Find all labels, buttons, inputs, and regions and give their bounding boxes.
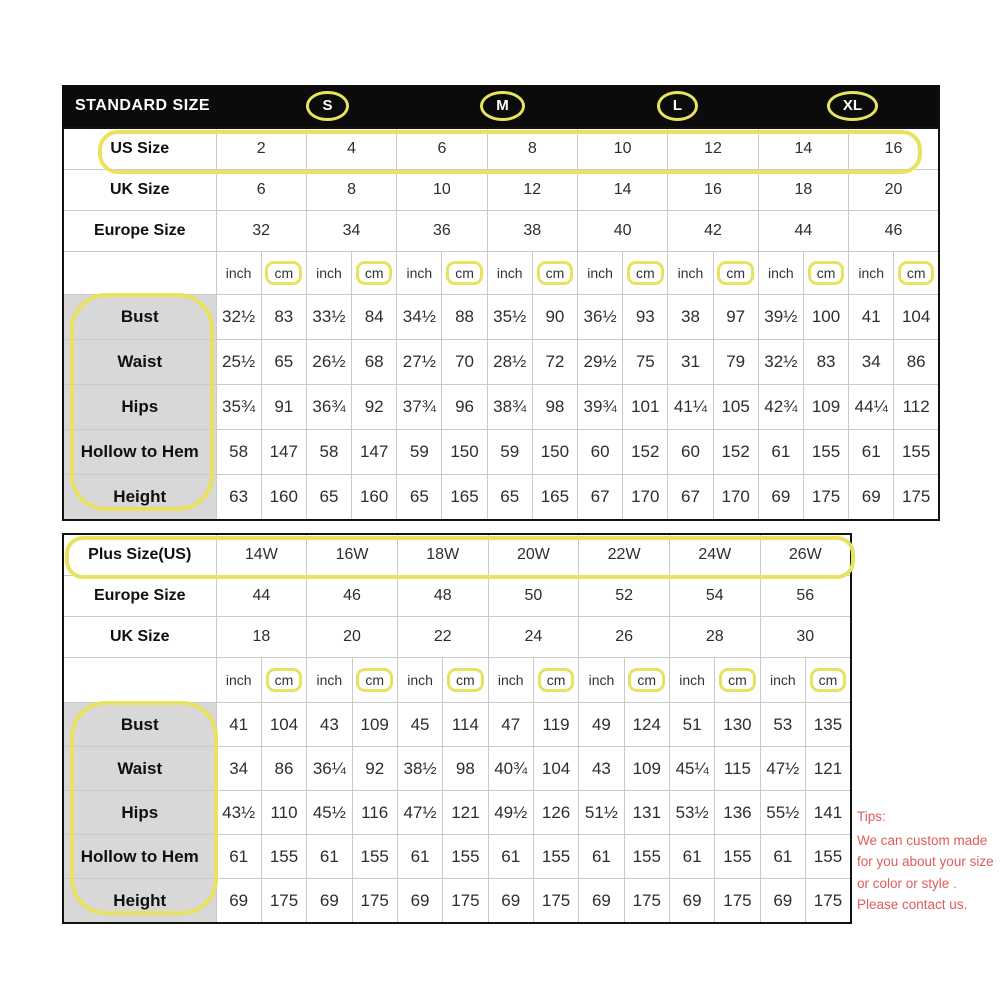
measurement-value-cell: 165 (442, 475, 487, 521)
unit-cell: inch (758, 252, 803, 295)
measurement-value-cell: 93 (623, 295, 668, 340)
measurement-value-cell: 67 (578, 475, 623, 521)
measurement-value-cell: 51½ (579, 791, 624, 835)
measurement-value-cell: 61 (758, 430, 803, 475)
measurement-value-cell: 70 (442, 340, 487, 385)
measurement-value-cell: 45 (397, 703, 442, 747)
size-value-cell: 8 (306, 170, 396, 211)
unit-cell (352, 252, 397, 295)
size-badge: XL (827, 91, 878, 121)
size-value-cell: 14 (758, 128, 848, 170)
measurement-row (63, 385, 939, 430)
measurement-value-cell: 96 (442, 385, 487, 430)
size-value-cell: 46 (307, 576, 398, 617)
measurement-value-cell: 47½ (760, 747, 805, 791)
unit-cell: inch (397, 658, 442, 703)
row-label: Hips (63, 791, 216, 835)
standard-size-section (62, 85, 940, 521)
measurement-value-cell: 61 (760, 835, 805, 879)
size-group (240, 85, 415, 127)
size-value-cell: 40 (578, 211, 668, 252)
size-value-cell: 22 (397, 617, 488, 658)
unit-cell: inch (216, 658, 261, 703)
unit-cell: inch (488, 658, 533, 703)
cm-highlight: cm (810, 668, 847, 692)
measurement-value-cell: 28½ (487, 340, 532, 385)
measurement-value-cell: 155 (624, 835, 669, 879)
measurement-value-cell: 61 (669, 835, 714, 879)
measurement-value-cell: 165 (532, 475, 577, 521)
measurement-value-cell: 60 (578, 430, 623, 475)
size-value-cell: 10 (578, 128, 668, 170)
measurement-row (63, 340, 939, 385)
size-value-cell: 26W (760, 534, 851, 576)
measurement-value-cell: 160 (352, 475, 397, 521)
measurement-value-cell: 65 (487, 475, 532, 521)
measurement-value-cell: 69 (397, 879, 442, 924)
row-label: Height (63, 475, 216, 521)
size-value-cell: 16 (668, 170, 758, 211)
measurement-value-cell: 175 (261, 879, 306, 924)
plus-size-table (62, 533, 852, 924)
cm-highlight: cm (717, 261, 754, 285)
size-value-cell: 44 (758, 211, 848, 252)
measurement-value-cell: 119 (533, 703, 578, 747)
cm-highlight: cm (808, 261, 845, 285)
measurement-value-cell: 124 (624, 703, 669, 747)
measurement-value-cell: 41¼ (668, 385, 713, 430)
size-value-cell: 48 (397, 576, 488, 617)
unit-cell: inch (306, 252, 351, 295)
size-conversion-row (63, 128, 939, 170)
measurement-value-cell: 47 (488, 703, 533, 747)
size-value-cell: 4 (306, 128, 396, 170)
unit-cell (624, 658, 669, 703)
measurement-value-cell: 35½ (487, 295, 532, 340)
size-conversion-row (63, 534, 851, 576)
size-value-cell: 16W (307, 534, 398, 576)
size-value-cell: 10 (397, 170, 487, 211)
measurement-value-cell: 63 (216, 475, 261, 521)
row-label: Bust (63, 295, 216, 340)
measurement-value-cell: 104 (533, 747, 578, 791)
measurement-value-cell: 155 (803, 430, 848, 475)
size-value-cell: 24 (488, 617, 579, 658)
measurement-value-cell: 39½ (758, 295, 803, 340)
measurement-value-cell: 53½ (669, 791, 714, 835)
size-value-cell: 8 (487, 128, 577, 170)
unit-cell: inch (760, 658, 805, 703)
cm-highlight: cm (898, 261, 935, 285)
size-value-cell: 44 (216, 576, 307, 617)
measurement-value-cell: 114 (443, 703, 488, 747)
measurement-value-cell: 83 (261, 295, 306, 340)
unit-cell (261, 658, 306, 703)
row-label: UK Size (63, 617, 216, 658)
measurement-value-cell: 155 (715, 835, 760, 879)
size-value-cell: 18 (216, 617, 307, 658)
unit-cell: inch (849, 252, 894, 295)
measurement-value-cell: 49 (579, 703, 624, 747)
measurement-value-cell: 25½ (216, 340, 261, 385)
measurement-row (63, 295, 939, 340)
unit-cell (442, 252, 487, 295)
unit-header-row (63, 658, 851, 703)
size-conversion-row (63, 211, 939, 252)
measurement-value-cell: 170 (713, 475, 758, 521)
size-value-cell: 46 (849, 211, 939, 252)
measurement-value-cell: 175 (805, 879, 851, 924)
measurement-value-cell: 61 (307, 835, 352, 879)
unit-cell (894, 252, 939, 295)
unit-cell: inch (487, 252, 532, 295)
unit-cell (532, 252, 577, 295)
measurement-value-cell: 69 (760, 879, 805, 924)
row-label: Hollow to Hem (63, 430, 216, 475)
measurement-value-cell: 69 (216, 879, 261, 924)
unit-cell (352, 658, 397, 703)
size-value-cell: 50 (488, 576, 579, 617)
tips-note (857, 806, 999, 916)
measurement-value-cell: 27½ (397, 340, 442, 385)
measurement-value-cell: 86 (261, 747, 306, 791)
size-value-cell: 36 (397, 211, 487, 252)
measurement-value-cell: 61 (488, 835, 533, 879)
measurement-value-cell: 38½ (397, 747, 442, 791)
measurement-value-cell: 88 (442, 295, 487, 340)
measurement-value-cell: 67 (668, 475, 713, 521)
measurement-value-cell: 135 (805, 703, 851, 747)
measurement-value-cell: 39¾ (578, 385, 623, 430)
measurement-value-cell: 110 (261, 791, 306, 835)
unit-cell: inch (216, 252, 261, 295)
unit-cell (803, 252, 848, 295)
unit-cell (715, 658, 760, 703)
size-value-cell: 6 (216, 170, 306, 211)
measurement-value-cell: 31 (668, 340, 713, 385)
measurement-value-cell: 109 (352, 703, 397, 747)
measurement-value-cell: 69 (849, 475, 894, 521)
measurement-value-cell: 155 (261, 835, 306, 879)
measurement-value-cell: 49½ (488, 791, 533, 835)
measurement-value-cell: 147 (261, 430, 306, 475)
measurement-value-cell: 44¼ (849, 385, 894, 430)
measurement-value-cell: 59 (487, 430, 532, 475)
unit-header-row (63, 252, 939, 295)
measurement-value-cell: 34 (216, 747, 261, 791)
measurement-value-cell: 53 (760, 703, 805, 747)
size-badge: M (480, 91, 525, 121)
tips-line: for you about your size (857, 854, 994, 870)
size-conversion-row (63, 617, 851, 658)
measurement-value-cell: 65 (397, 475, 442, 521)
measurement-value-cell: 69 (307, 879, 352, 924)
measurement-value-cell: 36¾ (306, 385, 351, 430)
cm-highlight: cm (627, 261, 664, 285)
size-value-cell: 52 (579, 576, 670, 617)
unit-cell (623, 252, 668, 295)
unit-cell (443, 658, 488, 703)
cm-highlight: cm (446, 261, 483, 285)
size-value-cell: 20 (849, 170, 939, 211)
measurement-value-cell: 65 (261, 340, 306, 385)
unit-cell (713, 252, 758, 295)
measurement-value-cell: 175 (894, 475, 939, 521)
measurement-value-cell: 61 (397, 835, 442, 879)
row-label: Waist (63, 747, 216, 791)
cm-highlight: cm (356, 261, 393, 285)
measurement-value-cell: 100 (803, 295, 848, 340)
cm-highlight: cm (447, 668, 484, 692)
tips-line: Please contact us. (857, 897, 968, 913)
measurement-value-cell: 34 (849, 340, 894, 385)
measurement-value-cell: 104 (261, 703, 306, 747)
measurement-value-cell: 45½ (307, 791, 352, 835)
size-value-cell: 12 (668, 128, 758, 170)
size-value-cell: 32 (216, 211, 306, 252)
measurement-value-cell: 126 (533, 791, 578, 835)
unit-cell: inch (668, 252, 713, 295)
measurement-value-cell: 130 (715, 703, 760, 747)
tips-title: Tips: (857, 809, 886, 824)
measurement-value-cell: 42¾ (758, 385, 803, 430)
measurement-value-cell: 83 (803, 340, 848, 385)
size-badge: S (306, 91, 348, 121)
measurement-row (63, 879, 851, 924)
measurement-value-cell: 155 (894, 430, 939, 475)
standard-size-title: STANDARD SIZE (75, 97, 211, 114)
size-value-cell: 38 (487, 211, 577, 252)
size-value-cell: 14 (578, 170, 668, 211)
measurement-value-cell: 29½ (578, 340, 623, 385)
standard-size-table (62, 127, 940, 521)
measurement-value-cell: 69 (579, 879, 624, 924)
measurement-value-cell: 98 (443, 747, 488, 791)
measurement-value-cell: 152 (713, 430, 758, 475)
size-value-cell: 20W (488, 534, 579, 576)
row-label (63, 252, 216, 295)
row-label: Height (63, 879, 216, 924)
measurement-value-cell: 97 (713, 295, 758, 340)
measurement-value-cell: 150 (442, 430, 487, 475)
measurement-value-cell: 160 (261, 475, 306, 521)
cm-highlight: cm (356, 668, 393, 692)
size-value-cell: 54 (669, 576, 760, 617)
measurement-value-cell: 141 (805, 791, 851, 835)
unit-cell: inch (579, 658, 624, 703)
measurement-value-cell: 68 (352, 340, 397, 385)
row-label (63, 658, 216, 703)
unit-cell: inch (669, 658, 714, 703)
measurement-value-cell: 34½ (397, 295, 442, 340)
size-conversion-row (63, 576, 851, 617)
measurement-value-cell: 86 (894, 340, 939, 385)
measurement-value-cell: 175 (803, 475, 848, 521)
measurement-value-cell: 32½ (758, 340, 803, 385)
measurement-value-cell: 121 (805, 747, 851, 791)
cm-highlight: cm (265, 261, 302, 285)
size-value-cell: 2 (216, 128, 306, 170)
measurement-value-cell: 69 (669, 879, 714, 924)
measurement-value-cell: 175 (443, 879, 488, 924)
measurement-value-cell: 40¾ (488, 747, 533, 791)
measurement-value-cell: 152 (623, 430, 668, 475)
row-label: Waist (63, 340, 216, 385)
measurement-value-cell: 43 (579, 747, 624, 791)
measurement-value-cell: 51 (669, 703, 714, 747)
cm-highlight: cm (628, 668, 665, 692)
size-value-cell: 18 (758, 170, 848, 211)
unit-cell (533, 658, 578, 703)
tips-line: or color or style . (857, 875, 957, 891)
row-label: Europe Size (63, 576, 216, 617)
size-value-cell: 26 (579, 617, 670, 658)
cm-highlight: cm (719, 668, 756, 692)
size-value-cell: 14W (216, 534, 307, 576)
plus-size-section (62, 533, 852, 924)
measurement-value-cell: 90 (532, 295, 577, 340)
row-label: Hips (63, 385, 216, 430)
size-value-cell: 20 (307, 617, 398, 658)
measurement-row (63, 747, 851, 791)
measurement-value-cell: 155 (443, 835, 488, 879)
measurement-value-cell: 92 (352, 747, 397, 791)
measurement-value-cell: 60 (668, 430, 713, 475)
size-value-cell: 28 (669, 617, 760, 658)
tips-line: We can custom made (857, 832, 988, 848)
measurement-value-cell: 155 (805, 835, 851, 879)
measurement-value-cell: 75 (623, 340, 668, 385)
measurement-value-cell: 175 (715, 879, 760, 924)
measurement-value-cell: 175 (624, 879, 669, 924)
size-value-cell: 56 (760, 576, 851, 617)
row-label: Plus Size(US) (63, 534, 216, 576)
standard-size-header-bar (62, 85, 940, 127)
row-label: Hollow to Hem (63, 835, 216, 879)
measurement-value-cell: 136 (715, 791, 760, 835)
row-label: Europe Size (63, 211, 216, 252)
measurement-value-cell: 37¾ (397, 385, 442, 430)
measurement-row (63, 835, 851, 879)
size-badge: L (657, 91, 698, 121)
measurement-value-cell: 61 (849, 430, 894, 475)
unit-cell: inch (307, 658, 352, 703)
row-label: Bust (63, 703, 216, 747)
measurement-value-cell: 55½ (760, 791, 805, 835)
measurement-value-cell: 41 (849, 295, 894, 340)
measurement-value-cell: 155 (352, 835, 397, 879)
measurement-value-cell: 116 (352, 791, 397, 835)
measurement-value-cell: 38¾ (487, 385, 532, 430)
measurement-value-cell: 121 (443, 791, 488, 835)
measurement-value-cell: 45¼ (669, 747, 714, 791)
measurement-value-cell: 61 (579, 835, 624, 879)
measurement-value-cell: 38 (668, 295, 713, 340)
measurement-value-cell: 175 (533, 879, 578, 924)
measurement-value-cell: 36½ (578, 295, 623, 340)
measurement-value-cell: 65 (306, 475, 351, 521)
measurement-value-cell: 47½ (397, 791, 442, 835)
measurement-value-cell: 61 (216, 835, 261, 879)
size-group (765, 85, 940, 127)
size-conversion-row (63, 170, 939, 211)
size-group (415, 85, 590, 127)
measurement-value-cell: 33½ (306, 295, 351, 340)
row-label: US Size (63, 128, 216, 170)
row-label: UK Size (63, 170, 216, 211)
measurement-value-cell: 112 (894, 385, 939, 430)
measurement-value-cell: 26½ (306, 340, 351, 385)
size-value-cell: 30 (760, 617, 851, 658)
measurement-value-cell: 36¼ (307, 747, 352, 791)
size-value-cell: 12 (487, 170, 577, 211)
size-value-cell: 6 (397, 128, 487, 170)
measurement-value-cell: 69 (488, 879, 533, 924)
unit-cell (261, 252, 306, 295)
measurement-value-cell: 150 (532, 430, 577, 475)
measurement-value-cell: 59 (397, 430, 442, 475)
tips-lines (857, 830, 999, 916)
measurement-value-cell: 105 (713, 385, 758, 430)
measurement-value-cell: 101 (623, 385, 668, 430)
size-group (590, 85, 765, 127)
measurement-value-cell: 98 (532, 385, 577, 430)
measurement-value-cell: 109 (803, 385, 848, 430)
measurement-value-cell: 35¾ (216, 385, 261, 430)
measurement-value-cell: 58 (306, 430, 351, 475)
measurement-value-cell: 170 (623, 475, 668, 521)
unit-cell: inch (578, 252, 623, 295)
unit-cell: inch (397, 252, 442, 295)
size-value-cell: 22W (579, 534, 670, 576)
measurement-value-cell: 43 (307, 703, 352, 747)
measurement-value-cell: 43½ (216, 791, 261, 835)
measurement-row (63, 703, 851, 747)
measurement-value-cell: 147 (352, 430, 397, 475)
size-value-cell: 18W (397, 534, 488, 576)
measurement-value-cell: 58 (216, 430, 261, 475)
measurement-value-cell: 91 (261, 385, 306, 430)
size-value-cell: 42 (668, 211, 758, 252)
measurement-value-cell: 109 (624, 747, 669, 791)
measurement-value-cell: 155 (533, 835, 578, 879)
measurement-value-cell: 72 (532, 340, 577, 385)
cm-highlight: cm (266, 668, 303, 692)
size-value-cell: 24W (669, 534, 760, 576)
measurement-value-cell: 104 (894, 295, 939, 340)
measurement-value-cell: 84 (352, 295, 397, 340)
measurement-value-cell: 175 (352, 879, 397, 924)
measurement-row (63, 430, 939, 475)
measurement-value-cell: 131 (624, 791, 669, 835)
unit-cell (805, 658, 851, 703)
measurement-value-cell: 92 (352, 385, 397, 430)
measurement-row (63, 791, 851, 835)
measurement-value-cell: 115 (715, 747, 760, 791)
cm-highlight: cm (538, 668, 575, 692)
measurement-row (63, 475, 939, 521)
size-group-labels (240, 85, 940, 127)
measurement-value-cell: 41 (216, 703, 261, 747)
measurement-value-cell: 69 (758, 475, 803, 521)
measurement-value-cell: 79 (713, 340, 758, 385)
measurement-value-cell: 32½ (216, 295, 261, 340)
size-value-cell: 16 (849, 128, 939, 170)
size-value-cell: 34 (306, 211, 396, 252)
cm-highlight: cm (537, 261, 574, 285)
